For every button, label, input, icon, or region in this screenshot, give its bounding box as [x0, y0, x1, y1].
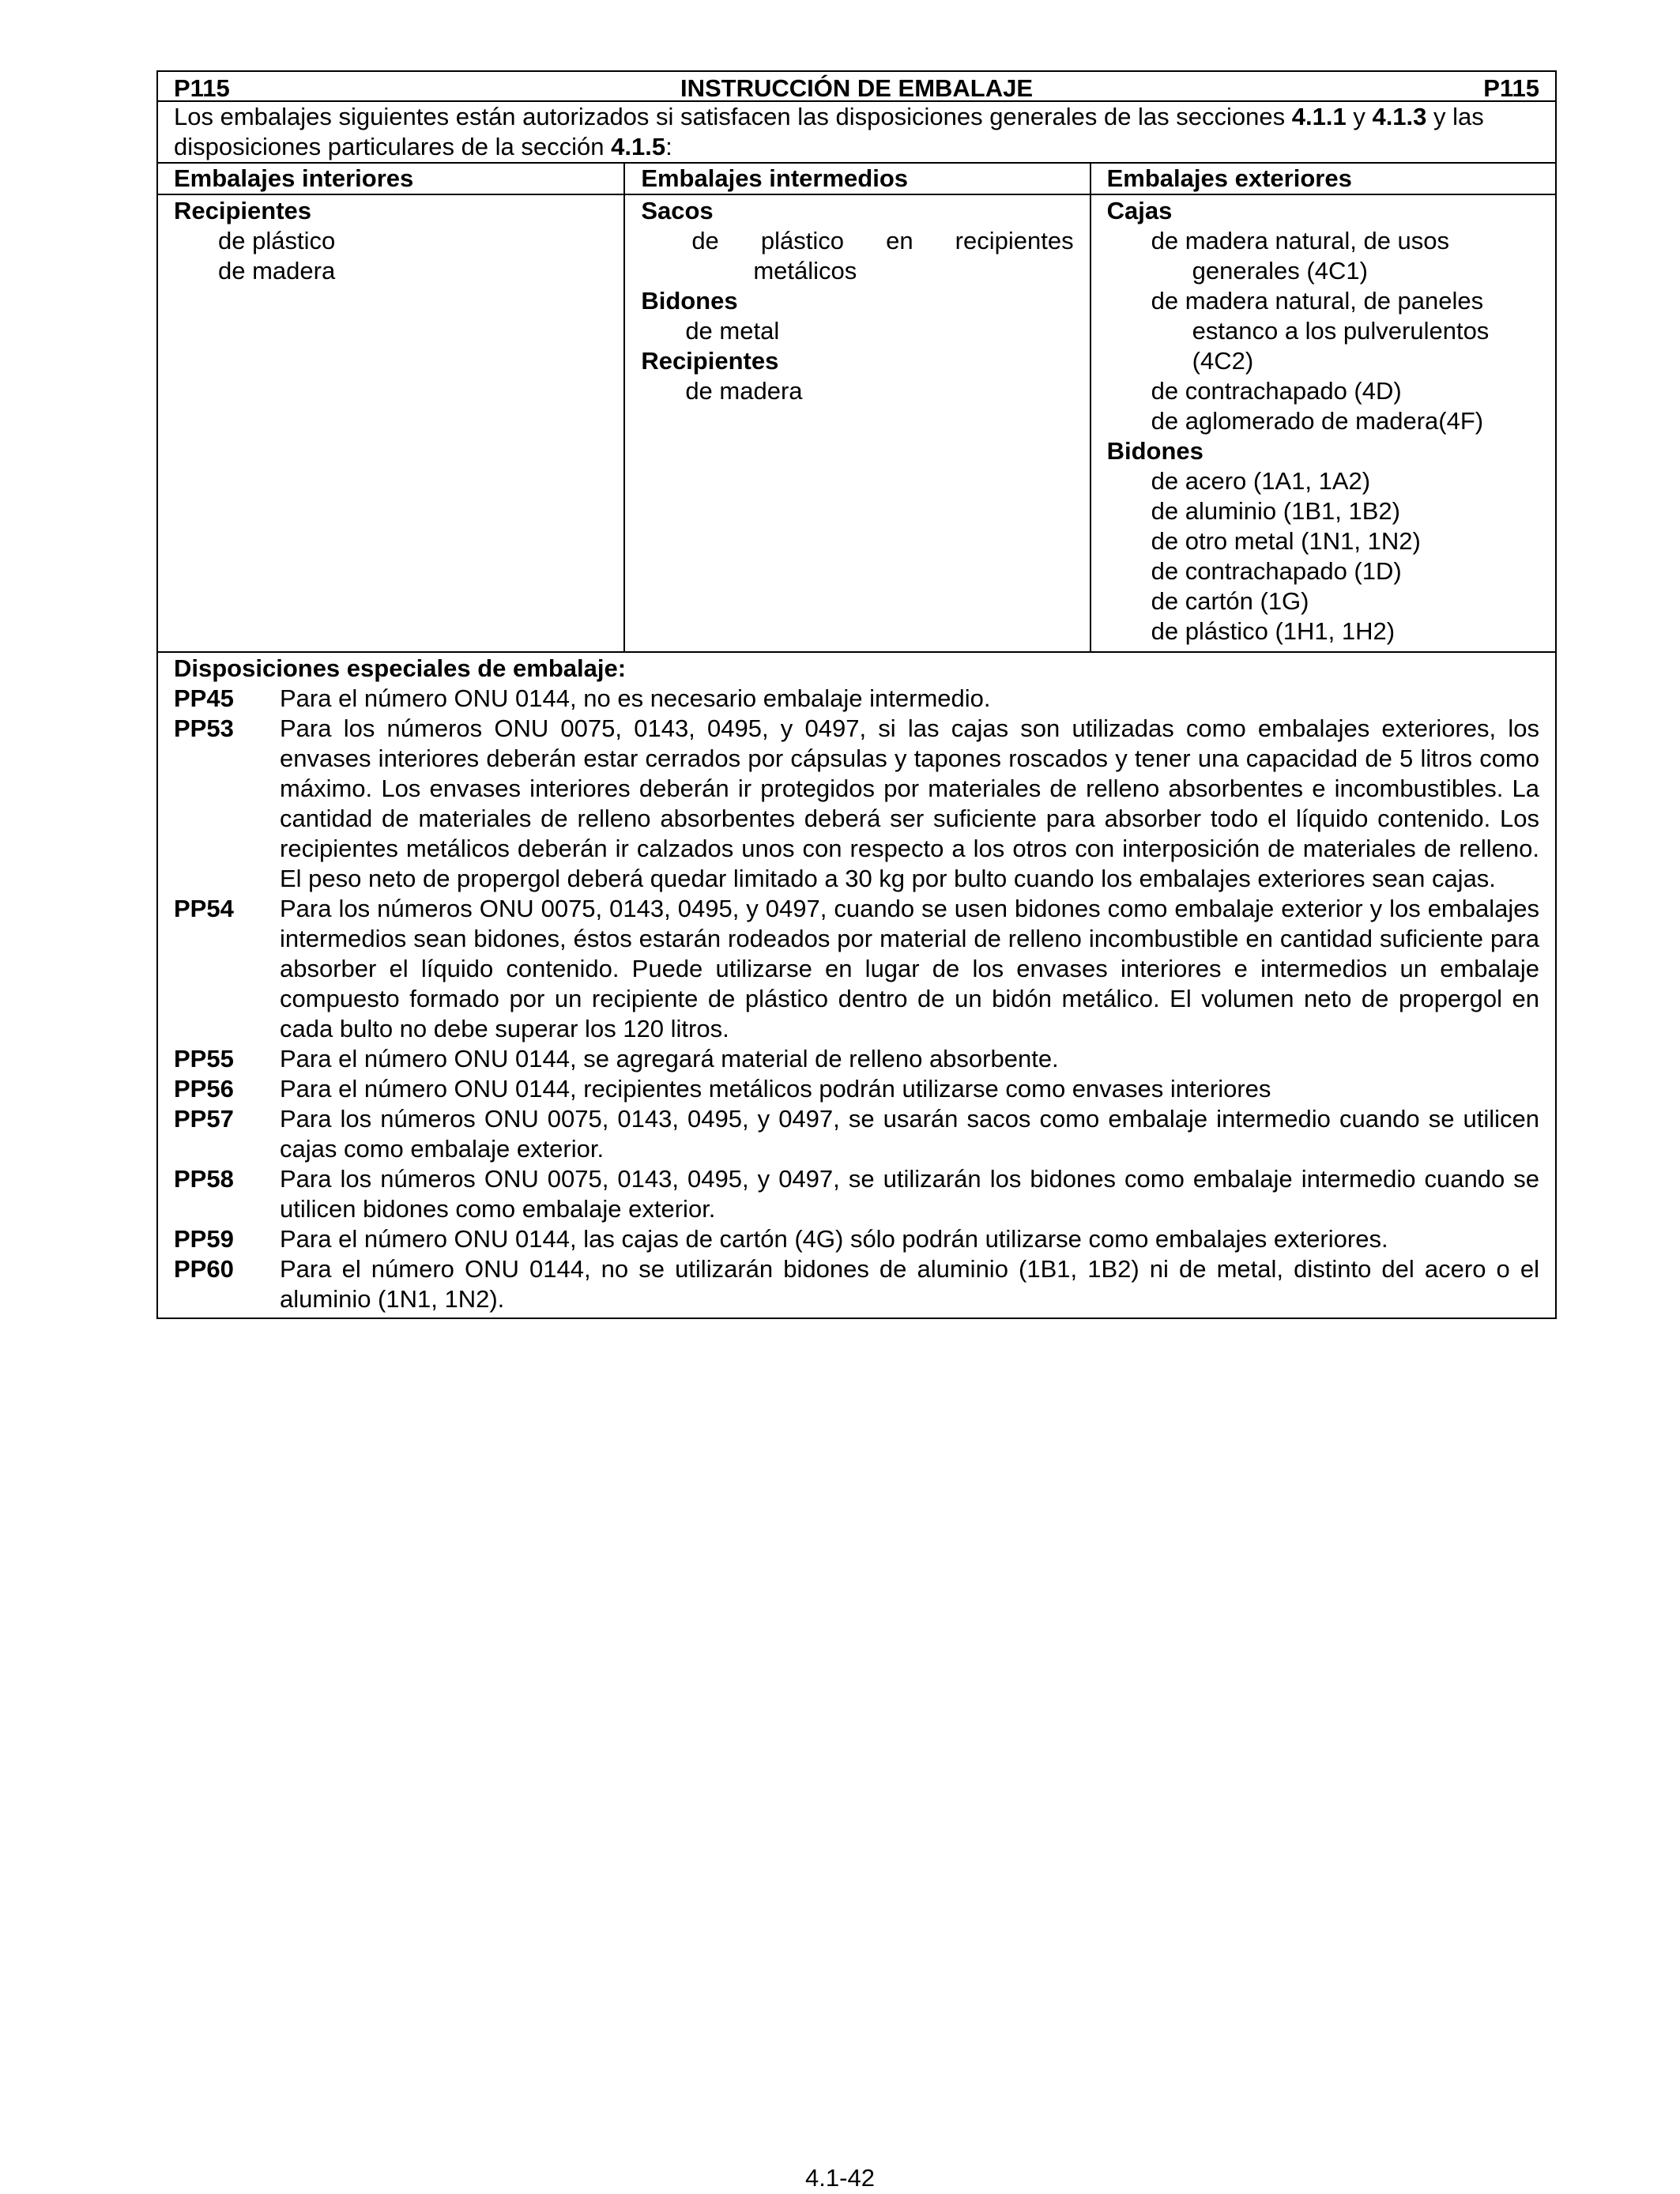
intro-text-4: :	[665, 133, 672, 160]
provision-code: PP54	[174, 895, 234, 922]
category-heading: Cajas	[1106, 197, 1173, 224]
category-heading: Bidones	[1106, 437, 1203, 465]
intro-ref-2: 4.1.3	[1372, 103, 1427, 130]
category-heading: Bidones	[641, 287, 738, 315]
list-item: de metal	[685, 317, 780, 345]
word: de	[691, 227, 719, 254]
table-title: INSTRUCCIÓN DE EMBALAJE	[680, 74, 1034, 102]
code-right: P115	[1483, 74, 1539, 102]
provision-row	[174, 684, 1539, 714]
provision-row	[174, 1104, 1539, 1164]
item-line: generales (4C1)	[1192, 257, 1368, 285]
item-line: de madera natural, de paneles	[1151, 287, 1484, 315]
packing-instruction-table	[156, 70, 1557, 1319]
intro-text-3: y las disposiciones particulares de la sección	[174, 103, 1484, 160]
provision-row	[174, 714, 1539, 894]
list-item: de plástico	[218, 227, 336, 254]
packaging-body-row	[158, 195, 1555, 653]
word: metálicos	[753, 257, 857, 285]
intro-paragraph	[158, 102, 1555, 164]
category-heading: Recipientes	[174, 197, 312, 224]
word: recipientes	[955, 227, 1074, 254]
list-item: de contrachapado (4D)	[1151, 377, 1402, 405]
intro-text-2: y	[1346, 103, 1373, 130]
list-item-continuation	[641, 256, 1073, 286]
list-item: de aglomerado de madera(4F)	[1151, 407, 1484, 435]
outer-packagings-column	[1090, 195, 1555, 651]
category-heading: Sacos	[641, 197, 714, 224]
item-line: (4C2)	[1192, 347, 1254, 375]
column-headers-row	[158, 164, 1555, 195]
provision-text: Para los números ONU 0075, 0143, 0495, y 0497, si las cajas son utilizadas como embalajes exteriores, los envases interiores deberán estar cerrados por cápsulas y tapones roscados y tener una capacidad de 5 litros como máximo. Los envases interiores deberán ir protegidos por materiales de relleno absorbentes e incombustibles. La cantidad de materiales de relleno absorbentes deberá ser suficiente para absorber todo el líquido contenido. Los recipientes metálicos deberán ir calzados unos con respecto a los otros con interposición de materiales de relleno. El peso neto de propergol deberá quedar limitado a 30 kg por bulto cuando los embalajes exteriores sean cajas.	[280, 714, 1539, 892]
intro-text-1: Los embalajes siguientes están autorizados si satisfacen las disposiciones generales de las secciones	[174, 103, 1292, 130]
provision-code: PP58	[174, 1165, 234, 1193]
header-inner: Embalajes interiores	[174, 164, 414, 192]
inner-packagings-column	[158, 195, 623, 651]
header-outer: Embalajes exteriores	[1090, 164, 1555, 194]
provision-text: Para el número ONU 0144, las cajas de cartón (4G) sólo podrán utilizarse como embalajes exteriores.	[280, 1225, 1388, 1253]
item-line: estanco a los pulverulentos	[1192, 317, 1490, 345]
provision-text: Para el número ONU 0144, no es necesario embalaje intermedio.	[280, 684, 991, 712]
provision-text: Para los números ONU 0075, 0143, 0495, y 0497, cuando se usen bidones como embalaje exterior y los embalajes intermedios sean bidones, éstos estarán rodeados por material de relleno incombustible en cantidad suficiente para absorber el líquido contenido. Puede utilizarse en lugar de los envases interiores e intermedios un embalaje compuesto formado por un recipiente de plástico dentro de un bidón metálico. El volumen neto de propergol en cada bulto no debe superar los 120 litros.	[280, 895, 1539, 1042]
provision-row	[174, 1254, 1539, 1314]
provision-code: PP59	[174, 1225, 234, 1253]
provision-code: PP56	[174, 1075, 234, 1103]
category-heading: Recipientes	[641, 347, 779, 375]
word: plástico	[760, 227, 844, 254]
list-item: de contrachapado (1D)	[1151, 557, 1402, 585]
item-line: de madera natural, de usos	[1151, 227, 1450, 254]
provision-code: PP55	[174, 1045, 234, 1072]
list-item: de plástico (1H1, 1H2)	[1151, 617, 1396, 645]
provision-code: PP57	[174, 1105, 234, 1133]
provision-text: Para los números ONU 0075, 0143, 0495, y 0497, se usarán sacos como embalaje intermedio cuando se utilicen cajas como embalaje exterior.	[280, 1105, 1539, 1163]
special-provisions-title: Disposiciones especiales de embalaje:	[174, 654, 627, 682]
provision-row	[174, 894, 1539, 1044]
provision-text: Para el número ONU 0144, no se utilizarán bidones de aluminio (1B1, 1B2) ni de metal, distinto del acero o el aluminio (1N1, 1N2).	[280, 1255, 1539, 1313]
provision-code: PP53	[174, 714, 234, 742]
special-provisions	[158, 653, 1555, 1318]
provision-code: PP45	[174, 684, 234, 712]
list-item: de madera	[218, 257, 336, 285]
intermediate-packagings-column	[623, 195, 1089, 651]
list-item	[641, 226, 1073, 256]
list-item	[1107, 226, 1539, 286]
list-item: de cartón (1G)	[1151, 587, 1309, 615]
provision-text: Para el número ONU 0144, recipientes metálicos podrán utilizarse como envases interiores	[280, 1075, 1271, 1103]
intro-ref-3: 4.1.5	[611, 133, 666, 160]
list-item: de madera	[685, 377, 803, 405]
intro-ref-1: 4.1.1	[1291, 103, 1347, 130]
list-item: de acero (1A1, 1A2)	[1151, 467, 1371, 495]
code-left: P115	[174, 74, 230, 102]
provision-row	[174, 1074, 1539, 1104]
list-item: de otro metal (1N1, 1N2)	[1151, 527, 1421, 555]
title-row	[158, 72, 1555, 102]
word: en	[886, 227, 913, 254]
provision-row	[174, 1224, 1539, 1254]
list-item	[1107, 286, 1539, 376]
provision-row	[174, 1164, 1539, 1224]
header-intermediate: Embalajes intermedios	[623, 164, 1089, 194]
provision-text: Para los números ONU 0075, 0143, 0495, y 0497, se utilizarán los bidones como embalaje intermedio cuando se utilicen bidones como embalaje exterior.	[280, 1165, 1539, 1223]
provision-code: PP60	[174, 1255, 234, 1283]
provision-row	[174, 1044, 1539, 1074]
page-number: 4.1-42	[805, 2164, 875, 2192]
provision-text: Para el número ONU 0144, se agregará material de relleno absorbente.	[280, 1045, 1059, 1072]
list-item: de aluminio (1B1, 1B2)	[1151, 497, 1400, 525]
